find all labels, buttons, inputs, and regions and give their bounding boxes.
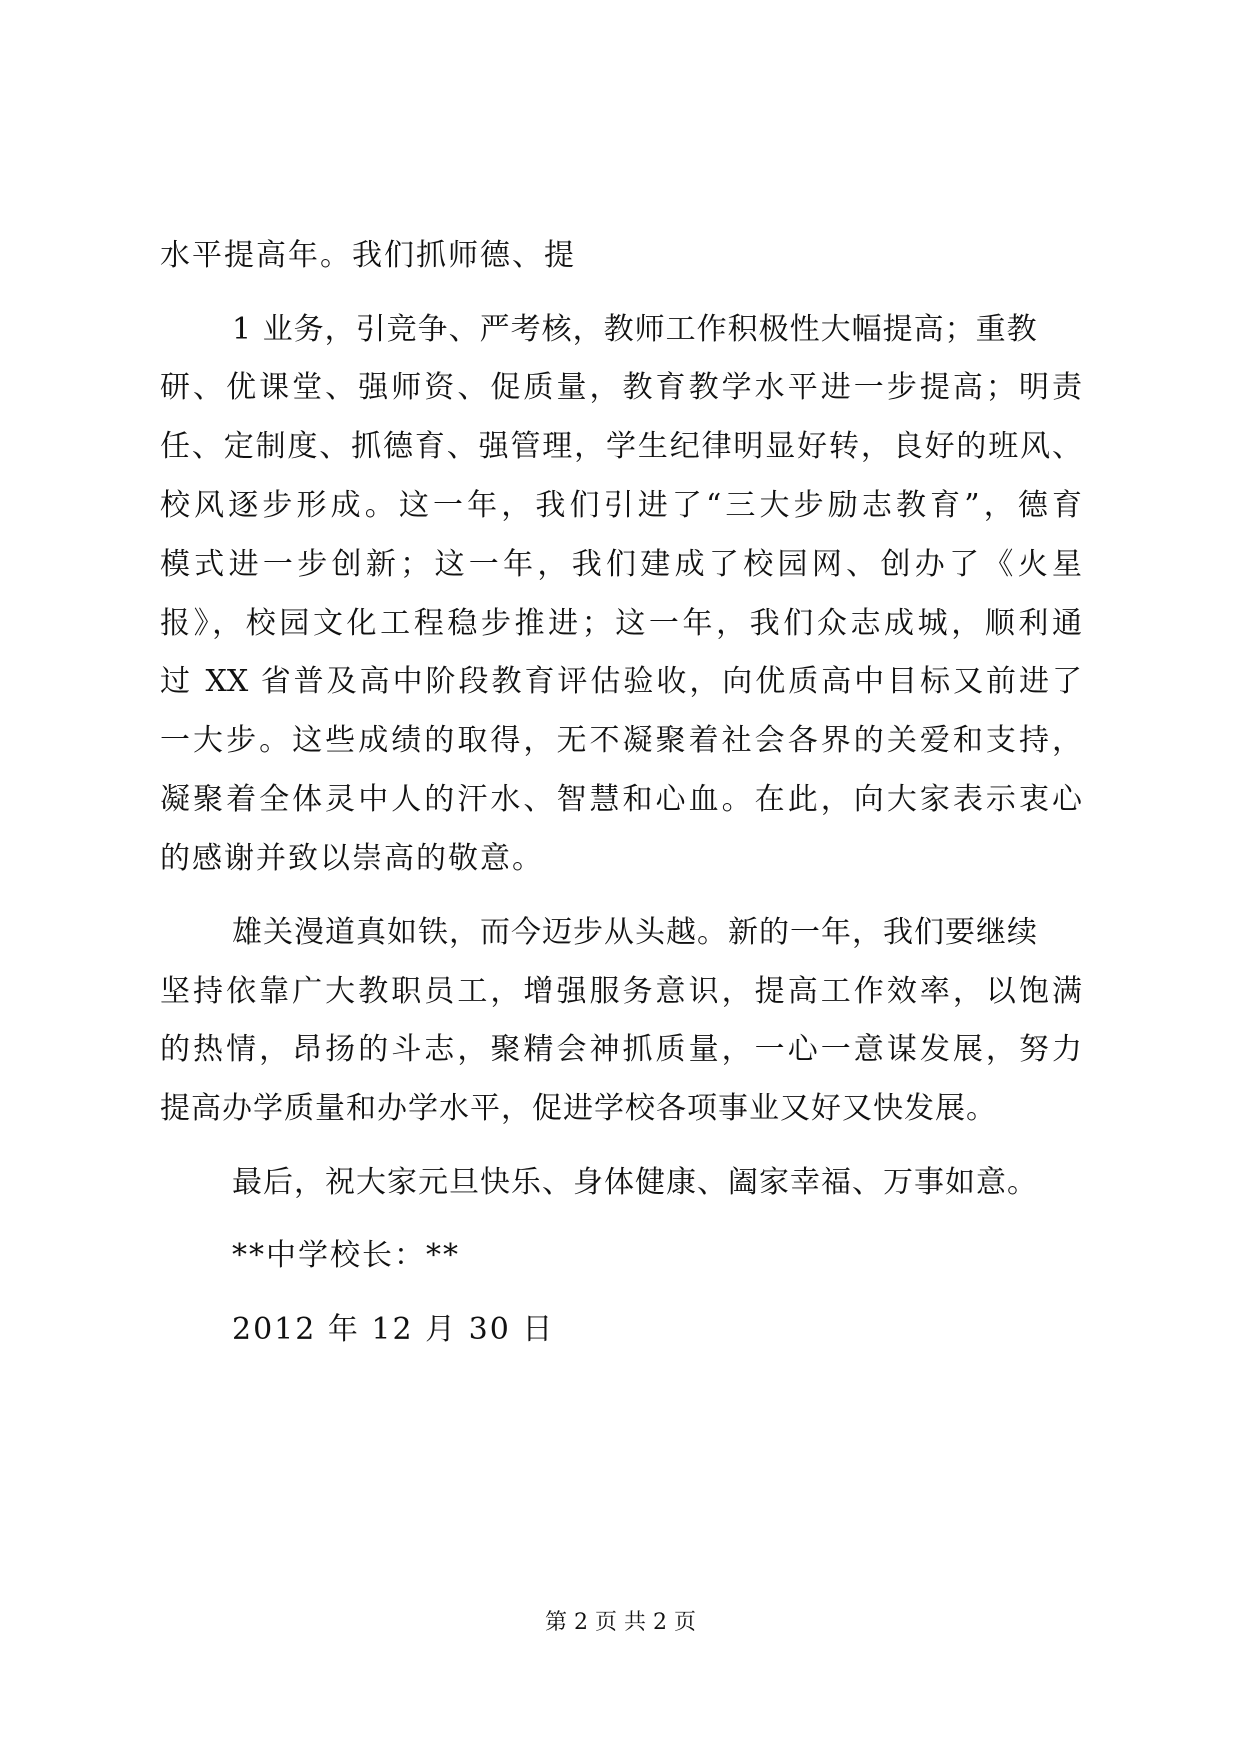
paragraph-line: 研、优课堂、强师资、促质量，教育教学水平进一步提高；明责 bbox=[160, 370, 1082, 405]
paragraph-line: 过 XX 省普及高中阶段教育评估验收，向优质高中目标又前进了 bbox=[160, 664, 1082, 699]
paragraph-line: 坚持依靠广大教职员工，增强服务意识，提高工作效率，以饱满 bbox=[160, 974, 1082, 1009]
paragraph-line: 水平提高年。我们抓师德、提 bbox=[160, 238, 576, 273]
paragraph-line: 雄关漫道真如铁，而今迈步从头越。新的一年，我们要继续 bbox=[232, 915, 1038, 950]
paragraph-line: 凝聚着全体灵中人的汗水、智慧和心血。在此，向大家表示衷心 bbox=[160, 782, 1082, 817]
page-footer: 第 2 页 共 2 页 bbox=[545, 1610, 696, 1635]
date-line: 2012 年 12 月 30 日 bbox=[232, 1312, 555, 1347]
paragraph-line: 1 业务，引竞争、严考核，教师工作积极性大幅提高；重教 bbox=[232, 312, 1038, 347]
paragraph-line: 报》，校园文化工程稳步推进；这一年，我们众志成城，顺利通 bbox=[160, 606, 1082, 641]
closing-greeting: 最后，祝大家元旦快乐、身体健康、阖家幸福、万事如意。 bbox=[232, 1165, 1038, 1200]
paragraph-line: 的热情，昂扬的斗志，聚精会神抓质量，一心一意谋发展，努力 bbox=[160, 1032, 1082, 1067]
signature-line: **中学校长：** bbox=[232, 1238, 460, 1273]
paragraph-line: 一大步。这些成绩的取得，无不凝聚着社会各界的关爱和支持， bbox=[160, 723, 1082, 758]
paragraph-line: 校风逐步形成。这一年，我们引进了“三大步励志教育”，德育 bbox=[160, 488, 1082, 523]
paragraph-line: 任、定制度、抓德育、强管理，学生纪律明显好转，良好的班风、 bbox=[160, 429, 1082, 464]
paragraph-line: 模式进一步创新；这一年，我们建成了校园网、创办了《火星 bbox=[160, 547, 1082, 582]
paragraph-line: 提高办学质量和办学水平，促进学校各项事业又好又快发展。 bbox=[160, 1091, 997, 1126]
paragraph-line: 的感谢并致以崇高的敬意。 bbox=[160, 841, 544, 876]
